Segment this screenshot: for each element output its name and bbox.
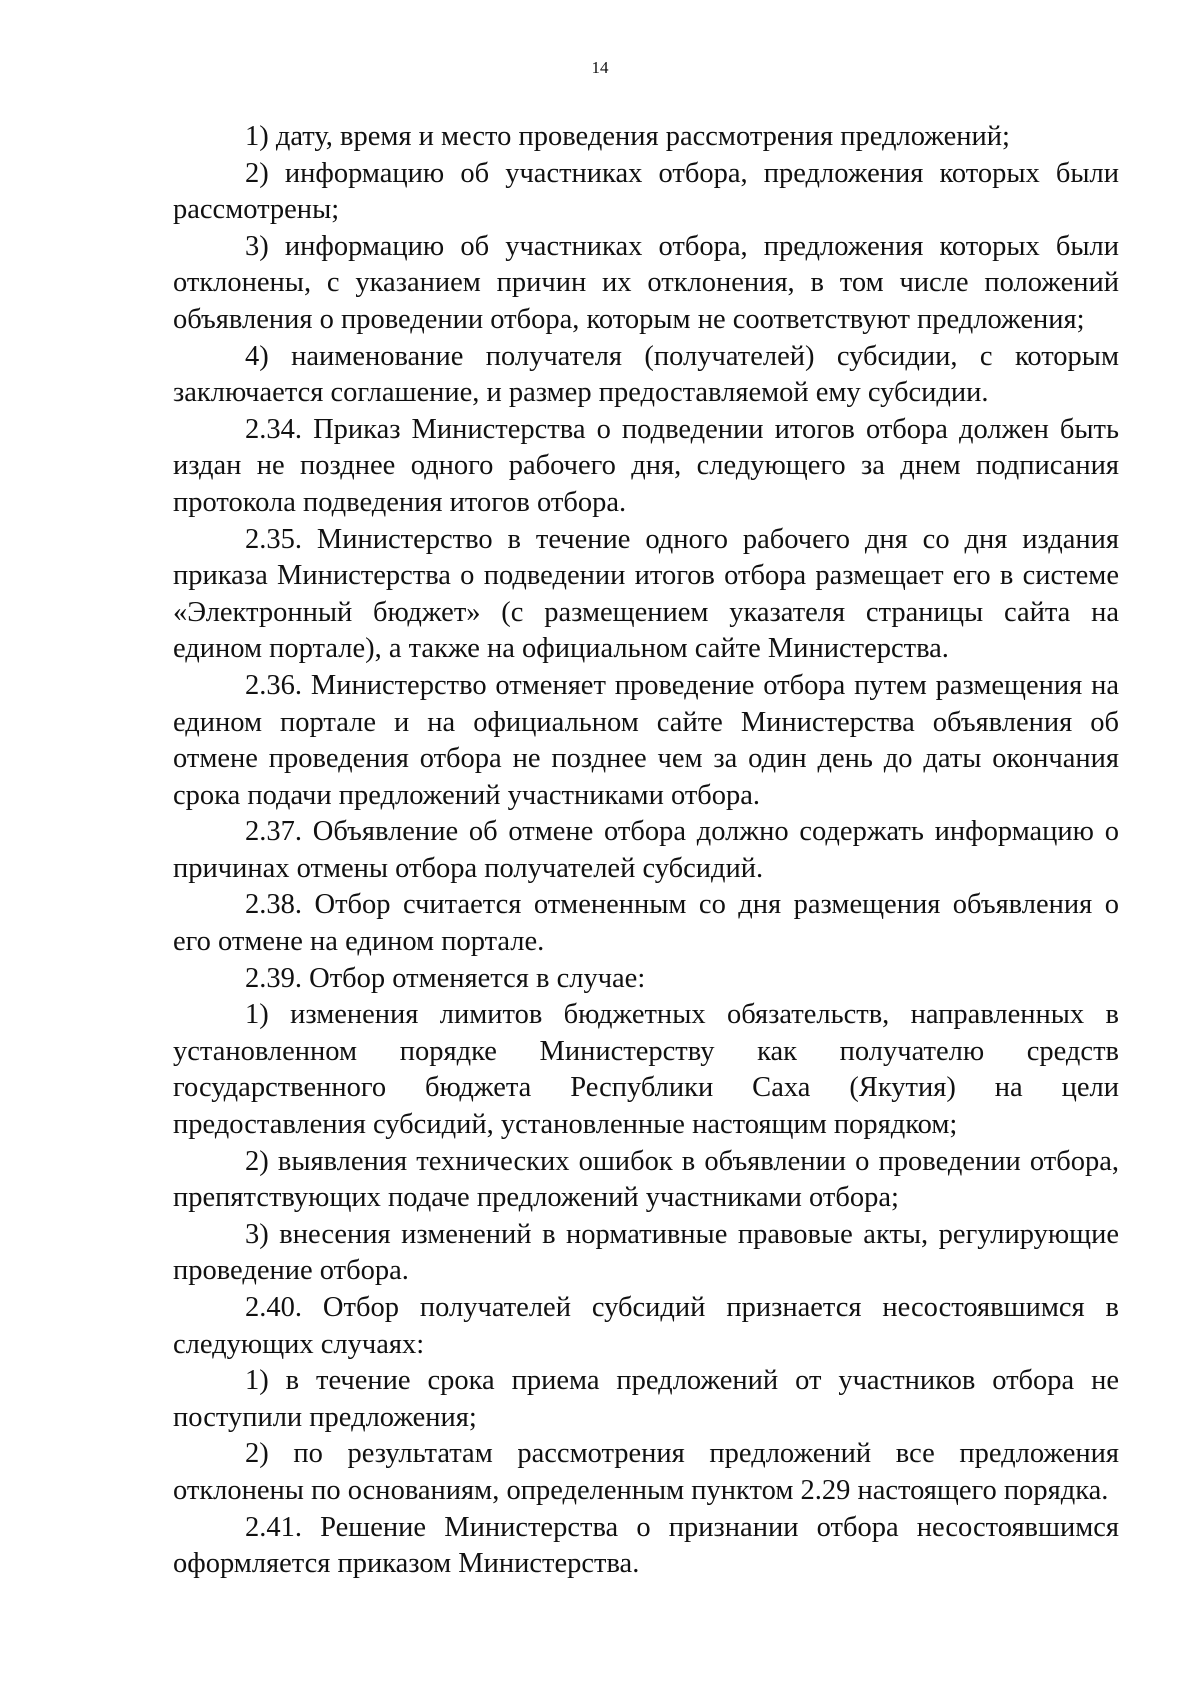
clause-2-35: 2.35. Министерство в течение одного рабочего дня со дня издания приказа Министерства о подведении итогов отбора размещает его в системе «Электронный бюджет» (с размещением указателя страницы сайта на едином портале), а также на официальном сайте Министерства.	[173, 523, 1119, 665]
list-item-date-time-place: 1) дату, время и место проведения рассмотрения предложений;	[245, 121, 1010, 152]
list-item-rejected-participants: 3) информацию об участниках отбора, предложения которых были отклонены, с указанием причин их отклонения, в том числе положений объявления о проведении отбора, которым не соответствуют предложения;	[173, 230, 1119, 335]
clause-2-39: 2.39. Отбор отменяется в случае:	[245, 962, 646, 994]
list-item-no-proposals: 1) в течение срока приема предложений от участников отбора не поступили предложения;	[173, 1365, 1119, 1433]
page-number: 14	[591, 58, 609, 77]
clause-2-40: 2.40. Отбор получателей субсидий признается несостоявшимся в следующих случаях:	[173, 1292, 1119, 1360]
clause-2-36: 2.36. Министерство отменяет проведение отбора путем размещения на едином портале и на официальном сайте Министерства объявления об отмене проведения отбора не позднее чем за один день до даты окончания срока подачи предложений участниками отбора.	[173, 669, 1119, 811]
list-item-regulatory-changes: 3) внесения изменений в нормативные правовые акты, регулирующие проведение отбора.	[173, 1218, 1119, 1287]
clause-2-34: 2.34. Приказ Министерства о подведении итогов отбора должен быть издан не позднее одного рабочего дня, следующего за днем подписания протокола подведения итогов отбора.	[173, 413, 1119, 518]
clause-2-37: 2.37. Объявление об отмене отбора должно содержать информацию о причинах отмены отбора получателей субсидий.	[173, 816, 1119, 884]
list-item-all-rejected: 2) по результатам рассмотрения предложений все предложения отклонены по основаниям, определенным пунктом 2.29 настоящего порядка.	[173, 1438, 1119, 1506]
list-item-technical-errors: 2) выявления технических ошибок в объявлении о проведении отбора, препятствующих подаче предложений участниками отбора;	[173, 1145, 1119, 1214]
clause-2-41: 2.41. Решение Министерства о признании отбора несостоявшимся оформляется приказом Министерства.	[173, 1511, 1119, 1580]
document-body	[173, 119, 1119, 1583]
clause-2-38: 2.38. Отбор считается отмененным со дня размещения объявления о его отмене на едином портале.	[173, 889, 1119, 958]
list-item-reviewed-participants: 2) информацию об участниках отбора, предложения которых были рассмотрены;	[173, 157, 1119, 226]
list-item-budget-limits: 1) изменения лимитов бюджетных обязательств, направленных в установленном порядке Министерству как получателю средств государственного бюджета Республики Саха (Якутия) на цели предоставления субсидий, установленные настоящим порядком;	[173, 999, 1119, 1141]
list-item-recipient-name: 4) наименование получателя (получателей) субсидии, с которым заключается соглашение, и размер предоставляемой ему субсидии.	[173, 340, 1119, 409]
